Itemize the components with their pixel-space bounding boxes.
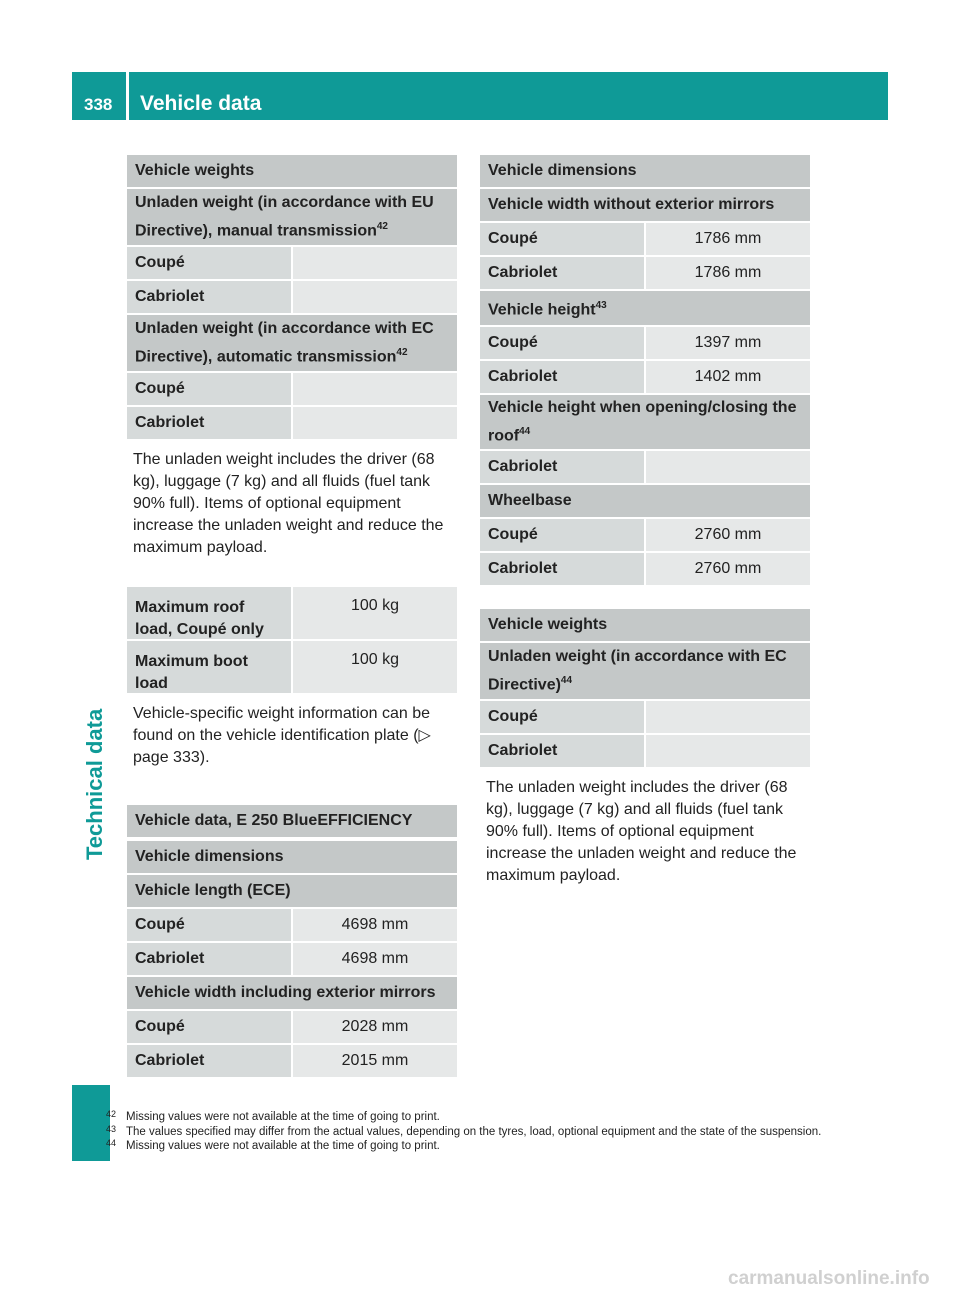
table-row: Cabriolet 1786 mm <box>480 257 810 289</box>
section-unladen-ec: Unladen weight (in accordance with EC Directive)$^{44}$ <box>480 643 810 699</box>
table-row: Coupé 1786 mm <box>480 223 810 255</box>
table-row: Cabriolet 2760 mm <box>480 553 810 585</box>
table-row: Cabriolet 4698 mm <box>127 943 457 975</box>
page-header <box>72 72 888 120</box>
side-label-text: Technical data <box>82 708 107 860</box>
table-row: Coupé 4698 mm <box>127 909 457 941</box>
table-row-boot-load: Maximum boot load 100 kg <box>127 641 457 693</box>
table-row: Coupé <box>127 373 457 405</box>
table-row: Coupé 2760 mm <box>480 519 810 551</box>
table-row-roof-load: Maximum roof load, Coupé only 100 kg <box>127 587 457 639</box>
weight-info-note: Vehicle-specific weight information can be found on the vehicle identification plate (▷ page 333). <box>133 705 431 766</box>
section-vehicle-dimensions: Vehicle dimensions <box>127 841 457 873</box>
side-tab-block <box>72 1085 110 1161</box>
section-height-opening-roof: Vehicle height when opening/closing the roof$^{44}$ <box>480 395 810 449</box>
section-wheelbase: Wheelbase <box>480 485 810 517</box>
section-width-excl-mirrors: Vehicle width without exterior mirrors <box>480 189 810 221</box>
table-row: Cabriolet <box>480 451 810 483</box>
side-section-label <box>82 708 114 860</box>
section-vehicle-weights: Vehicle weights <box>480 609 810 641</box>
table-row: Cabriolet 2015 mm <box>127 1045 457 1077</box>
table-row: Coupé 1397 mm <box>480 327 810 359</box>
watermark: carmanualsonline.info <box>728 1268 930 1289</box>
table-row: Cabriolet 1402 mm <box>480 361 810 393</box>
table-row: Coupé <box>127 247 457 279</box>
section-width-incl-mirrors: Vehicle width including exterior mirrors <box>127 977 457 1009</box>
section-vehicle-dimensions: Vehicle dimensions <box>480 155 810 187</box>
page-number: 338 <box>84 95 113 114</box>
header-divider <box>126 72 129 120</box>
section-vehicle-length: Vehicle length (ECE) <box>127 875 457 907</box>
table-row: Coupé 2028 mm <box>127 1011 457 1043</box>
section-vehicle-data-title: Vehicle data, E 250 BlueEFFICIENCY <box>127 805 457 837</box>
page-title: Vehicle data <box>140 92 262 115</box>
unladen-weight-note: The unladen weight includes the driver (68 kg), luggage (7 kg) and all fluids (fuel tank 90% full). Items of optional equipment increase the unladen weight and reduce the maximum payload. <box>486 779 797 884</box>
footnote: 44 Missing values were not available at the time of going to print. <box>106 1138 440 1152</box>
footnote: 42 Missing values were not available at the time of going to print. <box>106 1109 440 1123</box>
footnotes <box>106 1110 866 1154</box>
unladen-weight-note: The unladen weight includes the driver (68 kg), luggage (7 kg) and all fluids (fuel tank 90% full). Items of optional equipment increase the unladen weight and reduce the maximum payload. <box>133 451 444 556</box>
footnote: 43 The values specified may differ from the actual values, depending on the tyres, load, optional equipment and the state of the suspension. <box>106 1123 822 1138</box>
left-column <box>127 155 457 1079</box>
section-vehicle-height: Vehicle height$^{43}$ <box>480 291 810 325</box>
section-unladen-manual: Unladen weight (in accordance with EU Directive), manual transmission$^{42}$ <box>127 189 457 245</box>
table-row: Coupé <box>480 701 810 733</box>
table-row: Cabriolet <box>127 281 457 313</box>
table-row: Cabriolet <box>480 735 810 767</box>
section-vehicle-weights: Vehicle weights <box>127 155 457 187</box>
table-row: Cabriolet <box>127 407 457 439</box>
section-unladen-auto: Unladen weight (in accordance with EC Directive), automatic transmission$^{42}$ <box>127 315 457 371</box>
right-column <box>480 155 810 897</box>
